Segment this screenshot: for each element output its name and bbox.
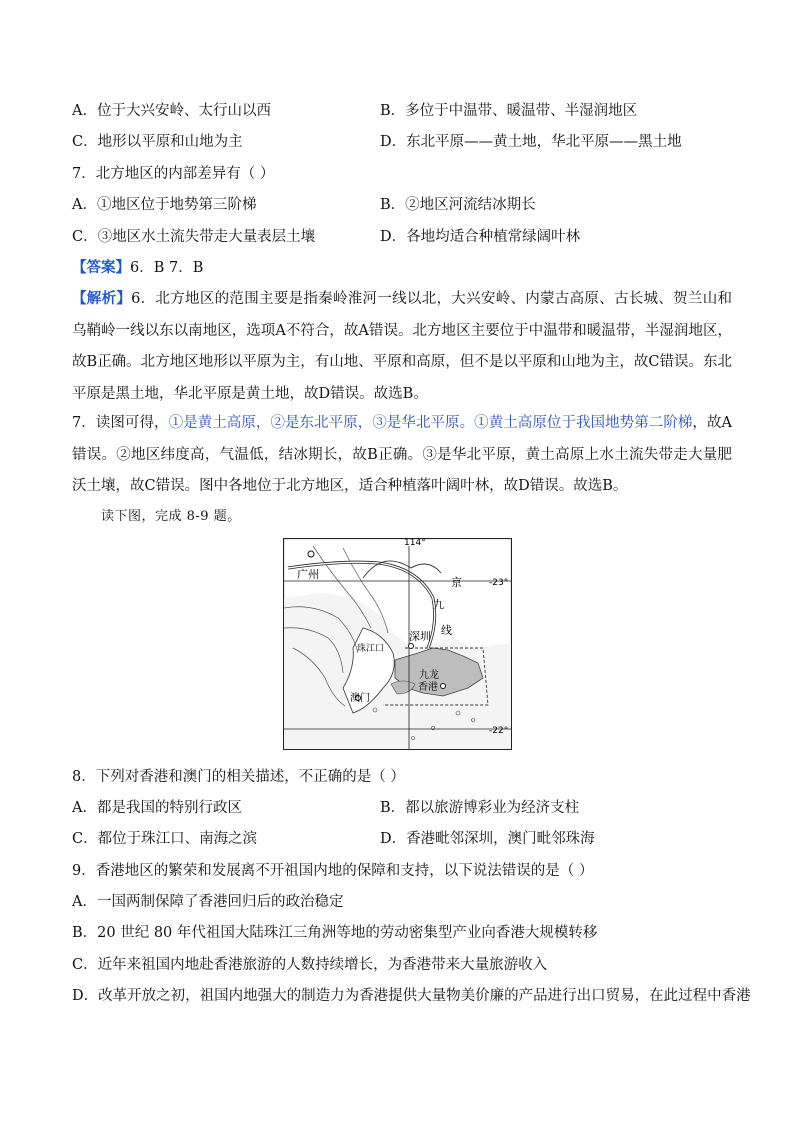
- answer-tag: 【答案】: [72, 259, 130, 276]
- map-label-rail-jing: 京: [451, 576, 462, 589]
- map-label-guangzhou: 广州: [297, 568, 319, 581]
- answer-text: 6．B 7．B: [130, 260, 204, 276]
- map-label-shenzhen: 深圳: [409, 630, 431, 643]
- q8-option-c: C．都位于珠江口、南海之滨: [72, 831, 258, 847]
- q8-option-b: B．都以旅游博彩业为经济支柱: [380, 800, 580, 816]
- map-intro: 读下图，完成 8-9 题。: [101, 509, 241, 524]
- map-label-pearl-mouth: 珠江口: [357, 644, 385, 654]
- analysis-6-text: 6．北方地区的范围主要是指秦岭淮河一线以北，大兴安岭、内蒙古高原、古长城、贺兰山和乌鞘岭一线以东以南地区，选项A不符合，故A错误。北方地区主要位于中温带和暖温带，半湿润地区，故B正确。北方地区地形以平原为主，有山地、平原和高原，但不是以平原和山地为主，故C错误。东北平原是黑土地，华北平原是黄土地，故D错误。故选B。: [72, 291, 732, 402]
- analysis-6: [72, 283, 732, 410]
- analysis-tag: 【解析】: [72, 290, 132, 307]
- q9-option-c: C．近年来祖国内地赴香港旅游的人数持续增长，为香港带来大量旅游收入: [72, 957, 548, 973]
- q7-option-b: B．②地区河流结冰期长: [380, 197, 536, 213]
- q8-option-a: A．都是我国的特别行政区: [72, 800, 242, 816]
- map-label-kowloon: 九龙: [419, 670, 439, 681]
- answer-line: [72, 258, 203, 278]
- q7-option-d: D．各地均适合种植常绿阔叶林: [380, 229, 581, 245]
- analysis-7-highlight: ①是黄土高原，②是东北平原，③是华北平原。①黄土高原位于我国地势第二阶梯: [168, 415, 693, 431]
- map-lat-22-label: -22°: [489, 726, 509, 736]
- analysis-7-rest: ，故A错误。②地区纬度高，气温低，结冰期长，故B正确。③是华北平原，黄土高原上水土流失带走大量肥沃土壤，故C错误。图中各地位于北方地区，适合种植落叶阔叶林，故D错误。故选B。: [72, 415, 732, 494]
- q7-option-c: C．③地区水土流失带走大量表层土壤: [72, 229, 316, 245]
- q9-stem: 9．香港地区的繁荣和发展离不开祖国内地的保障和支持，以下说法错误的是（ ）: [72, 863, 594, 879]
- q6-option-b: B．多位于中温带、暖温带、半湿润地区: [380, 103, 638, 119]
- q6-option-c: C．地形以平原和山地为主: [72, 134, 243, 150]
- q6-option-a: A．位于大兴安岭、太行山以西: [72, 103, 271, 119]
- q9-option-a: A．一国两制保障了香港回归后的政治稳定: [72, 894, 344, 910]
- map-longitude-label: 114°: [404, 538, 426, 548]
- map-lat-23-label: -23°: [489, 578, 509, 588]
- q6-option-d: D．东北平原——黄土地，华北平原——黑土地: [380, 134, 682, 150]
- analysis-7-prefix: 7．读图可得，: [72, 415, 169, 431]
- q9-option-b: B．20 世纪 80 年代祖国大陆珠江三角洲等地的劳动密集型产业向香港大规模转移: [72, 925, 598, 941]
- analysis-7: [72, 408, 732, 503]
- q8-option-d: D．香港毗邻深圳，澳门毗邻珠海: [380, 831, 595, 847]
- map-label-hongkong: 香港: [418, 682, 438, 693]
- q8-stem: 8．下列对香港和澳门的相关描述，不正确的是（ ）: [72, 769, 405, 785]
- map-label-rail-xian: 线: [441, 624, 452, 637]
- q7-option-a: A．①地区位于地势第三阶梯: [72, 197, 257, 213]
- map-label-macau: 澳门: [350, 693, 370, 704]
- q7-stem: 7．北方地区的内部差异有（ ）: [72, 166, 275, 182]
- hong-kong-macau-map: [283, 538, 512, 750]
- map-label-rail-jiu: 九: [433, 598, 444, 611]
- q9-option-d: D．改革开放之初，祖国内地强大的制造力为香港提供大量物美价廉的产品进行出口贸易，在此过程中香港: [72, 988, 751, 1004]
